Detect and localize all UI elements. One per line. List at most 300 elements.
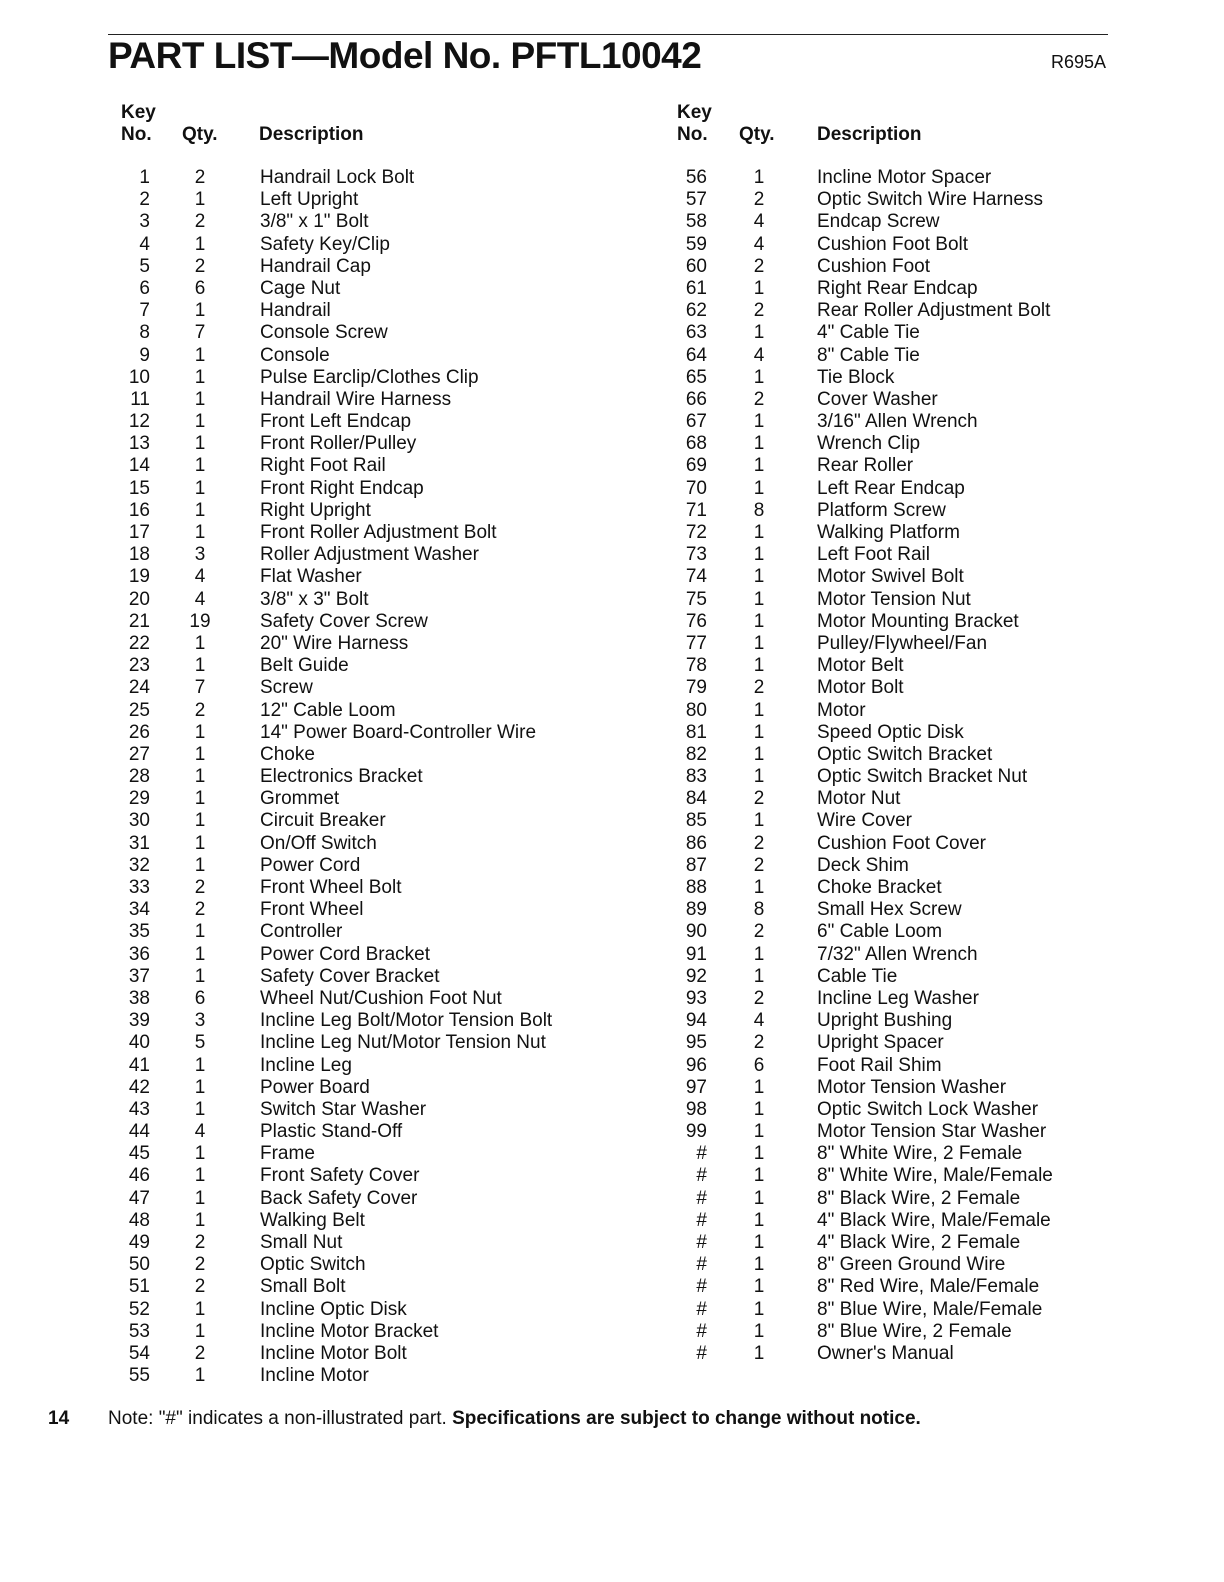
part-quantity: 1 (753, 632, 765, 654)
part-key-number: 96 (685, 1054, 707, 1076)
part-description: Handrail (260, 300, 331, 322)
part-key-number: 25 (128, 699, 150, 721)
part-row (108, 211, 568, 233)
part-description: 8" Blue Wire, Male/Female (817, 1298, 1043, 1320)
part-description: Rear Roller Adjustment Bolt (817, 300, 1051, 322)
part-description: Optic Switch (260, 1254, 366, 1276)
part-key-number: 57 (685, 189, 707, 211)
part-row (665, 234, 1125, 256)
part-description: Right Rear Endcap (817, 277, 978, 299)
part-key-number: 7 (139, 300, 150, 322)
part-description: Front Right Endcap (260, 477, 424, 499)
part-key-number: 81 (685, 721, 707, 743)
part-key-number: 54 (128, 1342, 150, 1364)
part-description: Wheel Nut/Cushion Foot Nut (260, 987, 502, 1009)
part-row (108, 1232, 568, 1254)
part-description: Cushion Foot (817, 255, 931, 277)
part-row (665, 722, 1125, 744)
part-key-number: 99 (685, 1121, 707, 1143)
part-quantity: 4 (753, 1010, 765, 1032)
part-row (665, 833, 1125, 855)
part-quantity: 7 (194, 322, 206, 344)
part-quantity: 1 (753, 877, 765, 898)
part-description: Motor Tension Washer (817, 1076, 1007, 1098)
part-quantity: 1 (753, 1121, 765, 1143)
part-description: Cushion Foot Cover (817, 832, 986, 854)
part-description: Safety Key/Clip (260, 233, 390, 255)
part-row (665, 389, 1125, 411)
part-description: Motor (817, 699, 866, 721)
part-quantity: 3 (194, 1010, 206, 1032)
part-row (665, 1143, 1125, 1165)
part-description: 4" Black Wire, Male/Female (817, 1209, 1051, 1231)
part-description: Wire Cover (817, 810, 913, 832)
part-key-number: 58 (685, 211, 707, 233)
part-quantity: 1 (753, 1342, 765, 1364)
part-key-number: 45 (128, 1143, 150, 1165)
part-key-number: 73 (685, 544, 707, 566)
part-key-number: 12 (128, 411, 150, 433)
part-quantity: 1 (753, 1143, 765, 1165)
part-key-number: 86 (685, 832, 707, 854)
part-description: Back Safety Cover (260, 1187, 418, 1209)
part-row (108, 1165, 568, 1187)
part-quantity: 1 (194, 721, 206, 743)
part-row (108, 455, 568, 477)
part-quantity: 1 (753, 1187, 765, 1209)
part-description: Motor Tension Nut (817, 588, 971, 610)
part-quantity: 1 (194, 1209, 206, 1231)
part-row (108, 766, 568, 788)
part-quantity: 1 (753, 544, 765, 566)
part-quantity: 2 (194, 255, 206, 277)
part-key-number: 78 (685, 655, 707, 677)
document-code: R695A (1050, 52, 1106, 72)
page-number: 14 (48, 1408, 70, 1429)
part-description: Plastic Stand-Off (260, 1121, 403, 1143)
part-key-number: 35 (128, 921, 150, 943)
part-description: Owner's Manual (817, 1342, 954, 1364)
part-key-number: 3 (139, 211, 150, 233)
part-row (665, 544, 1125, 566)
part-key-number: 2 (139, 189, 150, 211)
part-quantity: 4 (194, 588, 206, 610)
part-quantity: 1 (753, 965, 765, 987)
part-key-number: 87 (685, 854, 707, 876)
part-quantity: 8 (753, 499, 765, 521)
page-title: PART LIST—Model No. PFTL10042 (108, 35, 702, 76)
part-key-number: 51 (128, 1276, 150, 1298)
part-key-number: 50 (128, 1254, 150, 1276)
part-quantity: 1 (194, 411, 206, 433)
part-row (108, 1321, 568, 1343)
part-key-number: 56 (685, 167, 707, 188)
part-key-number: 94 (685, 1010, 707, 1032)
part-quantity: 1 (194, 366, 206, 388)
part-row (108, 167, 568, 189)
part-key-number: 23 (128, 655, 150, 677)
part-description: 6" Cable Loom (817, 921, 943, 943)
part-row (665, 1254, 1125, 1276)
part-row (108, 1099, 568, 1121)
part-key-number: 84 (685, 788, 707, 810)
part-key-number: 62 (685, 300, 707, 322)
part-key-number: 91 (685, 943, 707, 965)
part-quantity: 1 (753, 699, 765, 721)
part-row (665, 677, 1125, 699)
part-row (108, 544, 568, 566)
part-key-number: 39 (128, 1010, 150, 1032)
part-row (665, 566, 1125, 588)
part-row (665, 189, 1125, 211)
part-key-number: 75 (685, 588, 707, 610)
part-row (108, 810, 568, 832)
part-quantity: 1 (194, 477, 206, 499)
part-description: Console (260, 344, 330, 366)
part-quantity: 4 (753, 344, 765, 366)
part-quantity: 1 (753, 766, 765, 788)
part-key-number: 92 (685, 965, 707, 987)
part-description: Optic Switch Lock Washer (817, 1098, 1039, 1120)
part-quantity: 1 (194, 522, 206, 543)
part-description: Motor Mounting Bracket (817, 610, 1019, 632)
part-row (665, 1276, 1125, 1298)
part-key-number: 64 (685, 344, 707, 366)
part-quantity: 2 (753, 189, 765, 211)
part-key-number: 47 (128, 1187, 150, 1209)
part-description: Cover Washer (817, 388, 938, 410)
part-quantity: 1 (194, 433, 206, 455)
part-quantity: 1 (753, 167, 765, 188)
part-row (108, 367, 568, 389)
part-row (665, 744, 1125, 766)
part-key-number: 90 (685, 921, 707, 943)
part-row (665, 633, 1125, 655)
part-row (665, 167, 1125, 189)
part-description: Optic Switch Bracket Nut (817, 766, 1028, 788)
part-description: Small Hex Screw (817, 899, 962, 921)
part-row (108, 1143, 568, 1165)
part-key-number: 53 (128, 1320, 150, 1342)
part-key-number: 69 (685, 455, 707, 477)
part-quantity: 1 (194, 943, 206, 965)
part-key-number: 31 (128, 832, 150, 854)
part-row (108, 278, 568, 300)
part-description: Right Upright (260, 499, 371, 521)
part-quantity: 2 (194, 1232, 206, 1253)
part-quantity: 2 (194, 699, 206, 721)
part-description: 20" Wire Harness (260, 632, 409, 654)
part-row (665, 367, 1125, 389)
part-quantity: 2 (194, 899, 206, 921)
part-row (108, 478, 568, 500)
part-row (108, 1299, 568, 1321)
part-key-number: 11 (130, 388, 150, 410)
part-row (665, 589, 1125, 611)
part-row (108, 345, 568, 367)
part-key-number: # (696, 1232, 707, 1253)
part-description: Walking Platform (817, 522, 960, 543)
part-quantity: 1 (194, 1054, 206, 1076)
part-quantity: 1 (753, 1276, 765, 1298)
part-quantity: 1 (753, 411, 765, 433)
part-row (108, 256, 568, 278)
part-quantity: 6 (753, 1054, 765, 1076)
part-quantity: 1 (194, 854, 206, 876)
part-description: Power Cord (260, 854, 361, 876)
part-row (665, 944, 1125, 966)
part-quantity: 1 (194, 1320, 206, 1342)
part-description: 3/8" x 1" Bolt (260, 211, 369, 233)
part-description: Upright Bushing (817, 1010, 953, 1032)
part-key-number: 17 (128, 522, 150, 543)
part-quantity: 1 (194, 1143, 206, 1165)
part-quantity: 7 (194, 677, 206, 699)
part-row (665, 322, 1125, 344)
part-key-number: 8 (139, 322, 150, 344)
part-key-number: 43 (128, 1098, 150, 1120)
part-key-number: 63 (685, 322, 707, 344)
part-row (665, 1032, 1125, 1054)
part-row (108, 1077, 568, 1099)
part-description: Rear Roller (817, 455, 914, 477)
part-key-number: 93 (685, 987, 707, 1009)
part-quantity: 1 (194, 189, 206, 211)
part-description: Safety Cover Screw (260, 610, 428, 632)
part-row (665, 478, 1125, 500)
part-key-number: 46 (128, 1165, 150, 1187)
part-key-number: 80 (685, 699, 707, 721)
part-key-number: # (696, 1298, 707, 1320)
part-quantity: 6 (194, 277, 206, 299)
part-description: 14" Power Board-Controller Wire (260, 721, 537, 743)
part-row (665, 1232, 1125, 1254)
part-row (665, 1010, 1125, 1032)
part-row (665, 1121, 1125, 1143)
part-description: Front Wheel (260, 899, 364, 921)
part-key-number: 32 (128, 854, 150, 876)
part-quantity: 1 (194, 1187, 206, 1209)
part-quantity: 1 (194, 344, 206, 366)
header-description: Description (817, 124, 922, 145)
part-description: Screw (260, 677, 313, 699)
part-quantity: 1 (194, 300, 206, 322)
part-quantity: 1 (753, 655, 765, 677)
part-description: Motor Tension Star Washer (817, 1121, 1047, 1143)
part-key-number: 66 (685, 388, 707, 410)
header-key: Key (121, 102, 156, 123)
part-quantity: 1 (753, 810, 765, 832)
header-description: Description (259, 124, 364, 145)
part-quantity: 6 (194, 987, 206, 1009)
part-quantity: 1 (753, 522, 765, 543)
part-quantity: 1 (194, 499, 206, 521)
part-quantity: 2 (194, 1276, 206, 1298)
part-row (665, 1099, 1125, 1121)
part-row (665, 1165, 1125, 1187)
part-row (665, 611, 1125, 633)
part-key-number: 85 (685, 810, 707, 832)
part-description: Pulse Earclip/Clothes Clip (260, 366, 479, 388)
part-description: Incline Motor (260, 1365, 369, 1387)
part-key-number: 22 (128, 632, 150, 654)
part-key-number: 89 (685, 899, 707, 921)
part-row (665, 655, 1125, 677)
part-row (108, 633, 568, 655)
part-quantity: 4 (753, 233, 765, 255)
part-quantity: 8 (753, 899, 765, 921)
part-description: 8" Blue Wire, 2 Female (817, 1320, 1012, 1342)
part-row (665, 788, 1125, 810)
part-description: Small Nut (260, 1232, 343, 1253)
part-description: Walking Belt (260, 1209, 365, 1231)
header-qty: Qty. (182, 124, 218, 145)
part-quantity: 1 (753, 322, 765, 344)
part-quantity: 1 (194, 788, 206, 810)
part-row (665, 500, 1125, 522)
part-row (665, 700, 1125, 722)
part-description: 3/8" x 3" Bolt (260, 588, 369, 610)
part-row (108, 744, 568, 766)
header-qty: Qty. (739, 124, 775, 145)
part-key-number: 30 (128, 810, 150, 832)
part-row (108, 966, 568, 988)
part-row (665, 766, 1125, 788)
part-row (108, 611, 568, 633)
part-quantity: 2 (194, 1254, 206, 1276)
part-key-number: 59 (685, 233, 707, 255)
part-quantity: 1 (194, 1098, 206, 1120)
part-quantity: 1 (753, 455, 765, 477)
part-description: Speed Optic Disk (817, 721, 964, 743)
part-description: Belt Guide (260, 655, 349, 677)
part-quantity: 1 (753, 943, 765, 965)
parts-list-right (665, 167, 1125, 1365)
part-description: Incline Leg (260, 1054, 352, 1076)
part-quantity: 3 (194, 544, 206, 566)
part-description: Pulley/Flywheel/Fan (817, 632, 988, 654)
part-key-number: 21 (128, 610, 150, 632)
part-key-number: 14 (128, 455, 150, 477)
part-description: Cable Tie (817, 965, 898, 987)
part-row (108, 877, 568, 899)
part-description: Handrail Lock Bolt (260, 167, 415, 188)
part-key-number: 19 (128, 566, 150, 588)
part-description: Circuit Breaker (260, 810, 386, 832)
part-quantity: 1 (753, 1320, 765, 1342)
part-key-number: 71 (685, 499, 707, 521)
part-key-number: 48 (128, 1209, 150, 1231)
part-quantity: 1 (194, 1365, 206, 1387)
note-disclaimer: Specifications are subject to change without notice. (452, 1408, 921, 1429)
part-row (108, 1055, 568, 1077)
part-row (665, 988, 1125, 1010)
part-quantity: 1 (194, 388, 206, 410)
part-description: 8" Green Ground Wire (817, 1254, 1006, 1276)
part-row (665, 411, 1125, 433)
part-description: On/Off Switch (260, 832, 377, 854)
part-row (108, 589, 568, 611)
part-quantity: 2 (194, 167, 206, 188)
part-row (108, 855, 568, 877)
part-key-number: 52 (128, 1298, 150, 1320)
part-row (665, 522, 1125, 544)
part-key-number: 29 (128, 788, 150, 810)
part-quantity: 1 (194, 921, 206, 943)
part-row (108, 899, 568, 921)
part-row (108, 788, 568, 810)
part-row (108, 322, 568, 344)
part-quantity: 1 (194, 810, 206, 832)
part-row (665, 1077, 1125, 1099)
part-description: Incline Motor Bracket (260, 1320, 439, 1342)
part-key-number: 95 (685, 1032, 707, 1054)
part-description: 7/32" Allen Wrench (817, 943, 978, 965)
part-key-number: # (696, 1143, 707, 1165)
part-key-number: 36 (128, 943, 150, 965)
part-description: 4" Cable Tie (817, 322, 920, 344)
part-key-number: 74 (685, 566, 707, 588)
part-quantity: 4 (194, 566, 206, 588)
part-quantity: 2 (753, 255, 765, 277)
part-quantity: 1 (753, 588, 765, 610)
part-description: Switch Star Washer (260, 1098, 427, 1120)
part-key-number: 1 (139, 167, 150, 188)
part-quantity: 1 (753, 743, 765, 765)
part-row (108, 677, 568, 699)
part-quantity: 2 (753, 388, 765, 410)
part-description: Left Upright (260, 189, 359, 211)
part-key-number: 13 (128, 433, 150, 455)
part-quantity: 1 (194, 832, 206, 854)
part-row (108, 1254, 568, 1276)
part-row (665, 455, 1125, 477)
part-description: Handrail Cap (260, 255, 371, 277)
part-description: Small Bolt (260, 1276, 346, 1298)
part-description: Optic Switch Bracket (817, 743, 993, 765)
part-key-number: 55 (128, 1365, 150, 1387)
part-row (665, 877, 1125, 899)
part-description: Roller Adjustment Washer (260, 544, 479, 566)
part-row (108, 389, 568, 411)
part-description: 4" Black Wire, 2 Female (817, 1232, 1021, 1253)
part-quantity: 2 (753, 1032, 765, 1054)
part-row (665, 256, 1125, 278)
header-no: No. (677, 124, 708, 145)
part-row (665, 1188, 1125, 1210)
part-key-number: # (696, 1320, 707, 1342)
part-key-number: 18 (128, 544, 150, 566)
part-quantity: 1 (194, 965, 206, 987)
part-row (108, 1276, 568, 1298)
part-description: Motor Swivel Bolt (817, 566, 964, 588)
part-key-number: # (696, 1276, 707, 1298)
part-quantity: 1 (194, 1165, 206, 1187)
part-description: Deck Shim (817, 854, 909, 876)
part-key-number: 83 (685, 766, 707, 788)
part-key-number: 41 (128, 1054, 150, 1076)
part-quantity: 1 (753, 1298, 765, 1320)
part-description: Left Foot Rail (817, 544, 930, 566)
part-key-number: 26 (128, 721, 150, 743)
part-description: Left Rear Endcap (817, 477, 965, 499)
part-key-number: 27 (128, 743, 150, 765)
part-row (665, 345, 1125, 367)
part-row (108, 1010, 568, 1032)
part-row (108, 189, 568, 211)
part-key-number: 33 (128, 877, 150, 898)
part-key-number: # (696, 1342, 707, 1364)
